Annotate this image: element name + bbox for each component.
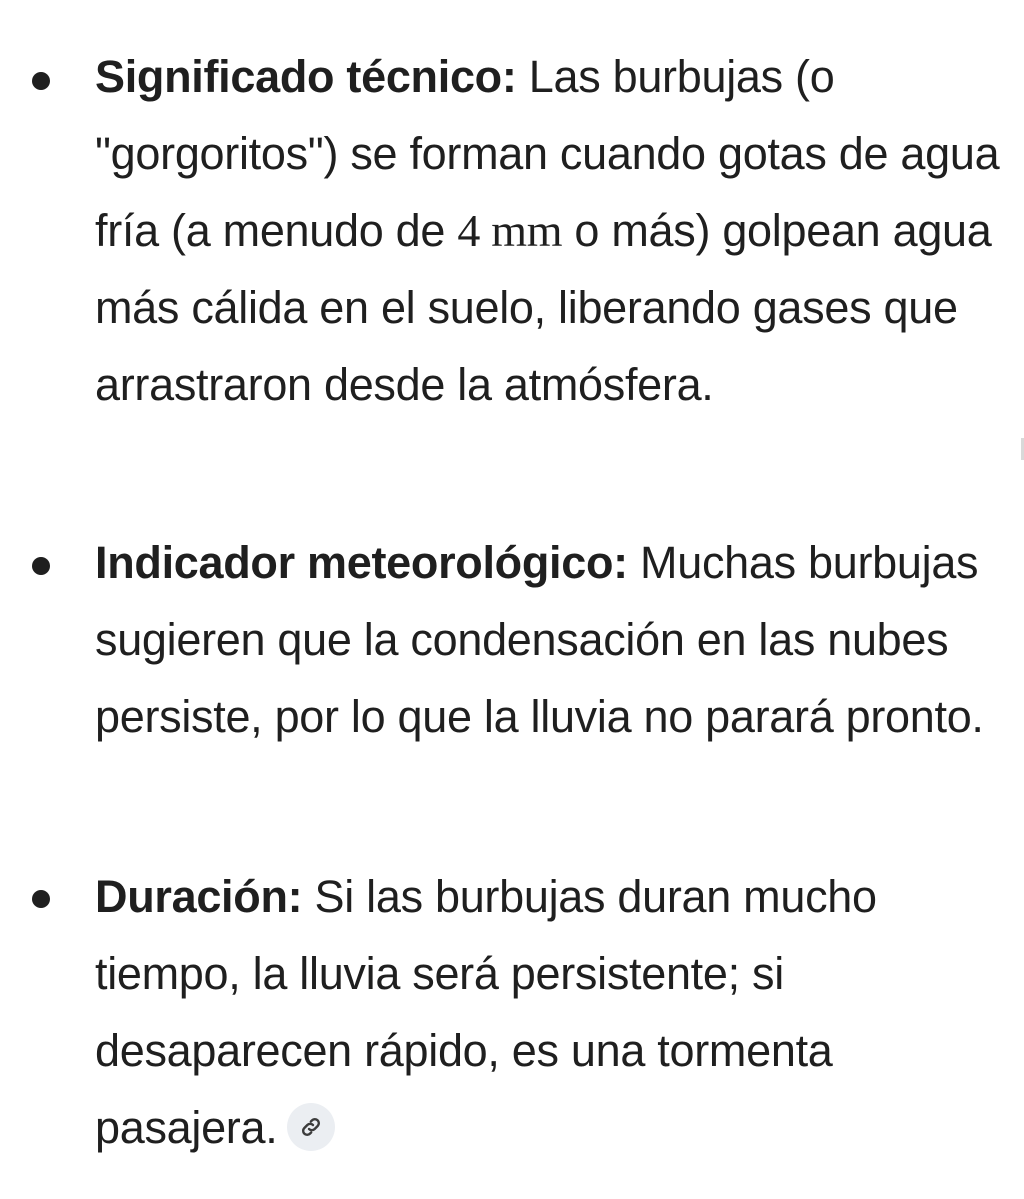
bullet-point (32, 890, 50, 908)
bullet-point (32, 72, 50, 90)
source-link-button[interactable] (287, 1103, 335, 1151)
list-item-text (95, 38, 1000, 423)
item-title: Indicador meteorológico: (95, 537, 628, 588)
item-body: Las burbujas (o "gorgoritos") se forman cuando gotas de agua fría (a menudo de (95, 51, 1000, 256)
link-icon (299, 1115, 323, 1139)
list-item-text (95, 524, 1000, 755)
item-title: Significado técnico: (95, 51, 517, 102)
item-title: Duración: (95, 871, 303, 922)
list-item-text (95, 858, 1000, 1166)
bullet-point (32, 557, 50, 575)
math-expression: 4 mm (457, 205, 563, 256)
item-body-continued: o más) golpean agua más cálida en el suelo, liberando gases que arrastraron desde la atmósfera. (95, 205, 992, 410)
item-body: Si las burbujas duran mucho tiempo, la lluvia será persistente; si desaparecen rápido, es una tormenta pasajera. (95, 871, 877, 1153)
item-body: Muchas burbujas sugieren que la condensación en las nubes persiste, por lo que la lluvia no parará pronto. (95, 537, 984, 742)
